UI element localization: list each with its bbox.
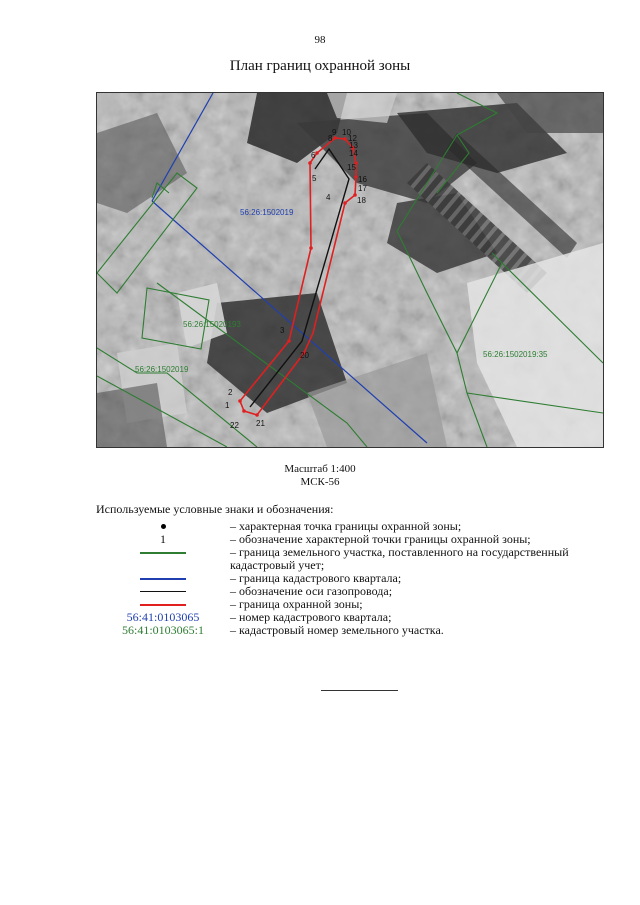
- legend: [96, 502, 606, 637]
- legend-symbol-text: 1: [160, 532, 166, 546]
- page-title: План границ охранной зоны: [229, 58, 411, 74]
- quarter-line-icon: [140, 578, 186, 580]
- footer-divider: [321, 690, 398, 691]
- coordinate-system: МСК-56: [300, 476, 340, 488]
- legend-description: – обозначение характерной точки границы охранной зоны;: [230, 532, 531, 546]
- scale-value: Масштаб 1:400: [284, 463, 356, 475]
- legend-description: – обозначение оси газопровода;: [230, 584, 393, 598]
- point-label: 6: [311, 151, 316, 160]
- parcel-label: 56:26:1502019:35: [483, 350, 548, 359]
- legend-description: – граница земельного участка, поставленного на государственный кадастровый учет;: [230, 545, 569, 572]
- legend-symbol-text: 56:41:0103065:1: [121, 623, 204, 637]
- point-label: 22: [230, 421, 239, 430]
- point-label: 4: [326, 193, 331, 202]
- legend-description: – граница кадастрового квартала;: [230, 571, 402, 585]
- point-label: 18: [357, 196, 366, 205]
- point-label: 3: [280, 326, 285, 335]
- legend-description: – характерная точка границы охранной зоны;: [230, 519, 462, 533]
- point-label: 13: [349, 141, 358, 150]
- point-label: 2: [228, 388, 233, 397]
- point-label: 14: [349, 149, 358, 158]
- point-label: 10: [342, 128, 351, 137]
- quarter-label: 56:26:1502019: [240, 208, 294, 217]
- legend-title: Используемые условные знаки и обозначения:: [96, 502, 334, 516]
- parcel-label: 56:26:15020193: [183, 320, 241, 329]
- point-label: 1: [225, 401, 230, 410]
- point-label: 5: [312, 174, 317, 183]
- legend-item: [96, 624, 606, 637]
- legend-description: – номер кадастрового квартала;: [230, 610, 392, 624]
- parcel-line-icon: [140, 552, 186, 554]
- point-label: 21: [256, 419, 265, 428]
- legend-description: – граница охранной зоны;: [230, 597, 363, 611]
- point-marker-icon: [161, 524, 166, 529]
- scale-block: [0, 463, 640, 489]
- point-label: 12: [348, 134, 357, 143]
- point-label: 20: [300, 351, 309, 360]
- point-label: 9: [332, 128, 337, 137]
- page-number: 98: [314, 34, 326, 46]
- pipeline-line-icon: [140, 591, 186, 592]
- legend-symbol-text: 56:41:0103065: [126, 610, 200, 624]
- point-label: 15: [347, 163, 356, 172]
- point-label: 16: [358, 175, 367, 184]
- point-label: 8: [328, 134, 333, 143]
- parcel-label: 56:26:1502019: [135, 365, 189, 374]
- map-view: [96, 92, 604, 448]
- zone-line-icon: [140, 604, 186, 606]
- point-label: 17: [358, 184, 367, 193]
- map-canvas: [97, 93, 603, 447]
- legend-item: [96, 546, 606, 572]
- legend-description: – кадастровый номер земельного участка.: [230, 623, 444, 637]
